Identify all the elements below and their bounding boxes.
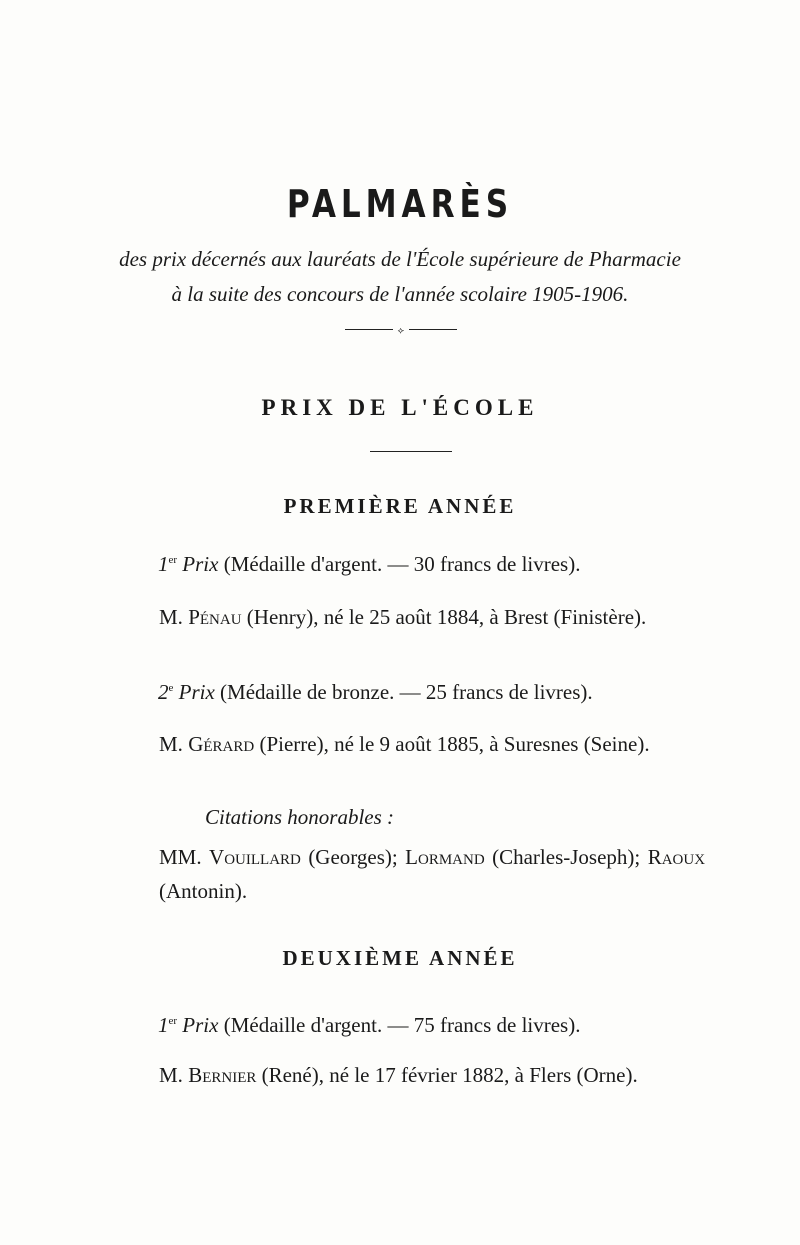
- year2-title: DEUXIÈME ANNÉE: [282, 946, 518, 970]
- citations-label: Citations honorables :: [205, 805, 395, 829]
- subtitle-line-1: des prix décernés aux lauréats de l'École supérieure de Pharmacie: [119, 247, 681, 271]
- year2-winner1: [135, 1058, 705, 1092]
- citation-given-2: (Charles-Joseph);: [492, 845, 641, 869]
- prize-rank: 1: [158, 1013, 169, 1037]
- winner-prefix: M.: [159, 732, 183, 756]
- ornament-flourish: ⟣: [397, 325, 405, 335]
- prize-rank: 1: [158, 552, 169, 576]
- winner-details: (René), né le 17 février 1882, à Flers (Orne).: [261, 1063, 638, 1087]
- year1-winner1: [135, 600, 705, 634]
- year1-winner2: [135, 727, 705, 761]
- citations-list: [135, 840, 705, 908]
- year2-prize1: [158, 1008, 678, 1042]
- prize-rank-suffix: er: [168, 554, 178, 566]
- citation-given-1: (Georges);: [308, 845, 398, 869]
- year1-prize2: [158, 675, 678, 709]
- prize-rank-suffix: e: [168, 682, 174, 694]
- section-title: PRIX DE L'ÉCOLE: [261, 395, 539, 420]
- year1-title: PREMIÈRE ANNÉE: [283, 494, 517, 518]
- prize-detail: (Médaille d'argent. — 75 francs de livres).: [223, 1013, 581, 1037]
- citation-surname-3: Raoux: [647, 845, 706, 869]
- winner-prefix: M.: [159, 605, 183, 629]
- section-rule: [370, 451, 452, 452]
- winner-prefix: M.: [159, 1063, 183, 1087]
- citations-prefix: MM.: [159, 845, 202, 869]
- prize-detail: (Médaille d'argent. — 30 francs de livres).: [223, 552, 581, 576]
- prize-rank: 2: [158, 680, 169, 704]
- prize-label: Prix: [178, 680, 215, 704]
- winner-details: (Pierre), né le 9 août 1885, à Suresnes (Seine).: [259, 732, 650, 756]
- citation-given-3: (Antonin).: [159, 879, 248, 903]
- ornament-divider: [345, 326, 457, 334]
- year1-prize1: [158, 547, 678, 581]
- prize-label: Prix: [182, 552, 219, 576]
- prize-rank-suffix: er: [168, 1015, 178, 1027]
- page-title: PALMARÈS: [286, 182, 514, 226]
- prize-label: Prix: [182, 1013, 219, 1037]
- winner-details: (Henry), né le 25 août 1884, à Brest (Finistère).: [246, 605, 647, 629]
- prize-detail: (Médaille de bronze. — 25 francs de livres).: [220, 680, 593, 704]
- winner-surname: Bernier: [188, 1063, 257, 1087]
- citation-surname-1: Vouillard: [209, 845, 301, 869]
- subtitle-line-2: à la suite des concours de l'année scolaire 1905-1906.: [171, 282, 629, 306]
- winner-surname: Pénau: [188, 605, 242, 629]
- citation-surname-2: Lormand: [405, 845, 485, 869]
- winner-surname: Gérard: [188, 732, 255, 756]
